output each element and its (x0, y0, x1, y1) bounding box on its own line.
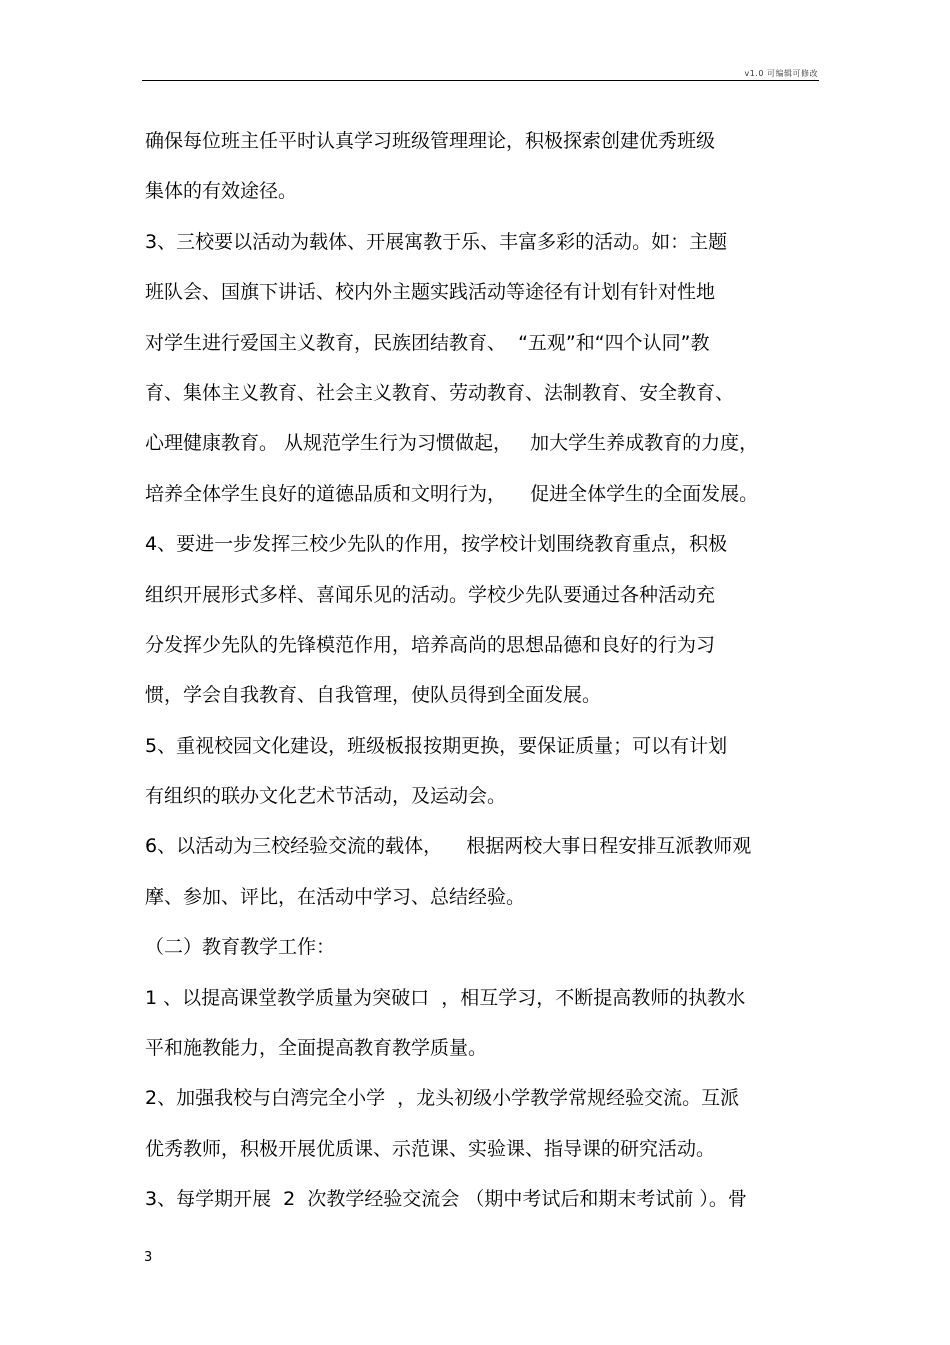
text-line: 优秀教师，积极开展优质课、示范课、实验课、指导课的研究活动。 (145, 1137, 716, 1160)
text-line: 育、集体主义教育、社会主义教育、劳动教育、法制教育、安全教育、 (145, 381, 735, 404)
section-heading: （二）教育教学工作： (145, 936, 336, 959)
text-line: 有组织的联办文化艺术节活动，及运动会。 (145, 785, 507, 808)
text-line: 4、要进一步发挥三校少先队的作用，按学校计划围绕教育重点，积极 (145, 533, 728, 556)
text-line: 3、每学期开展 2 次教学经验交流会 （期中考试后和期末考试前 ）。骨 (145, 1188, 747, 1211)
text-line: 5、重视校园文化建设，班级板报按期更换，要保证质量；可以有计划 (145, 734, 728, 757)
header-divider (142, 80, 819, 81)
text-line: 组织开展形式多样、喜闻乐见的活动。学校少先队要通过各种活动充 (145, 583, 716, 606)
text-line: 2、加强我校与白湾完全小学 ，龙头初级小学教学常规经验交流。互派 (145, 1087, 740, 1110)
text-line: 集体的有效途径。 (145, 180, 298, 203)
text-line: 平和施教能力，全面提高教育教学质量。 (145, 1037, 488, 1060)
text-line: 确保每位班主任平时认真学习班级管理理论，积极探索创建优秀班级 (145, 130, 716, 152)
text-line: 6、以活动为三校经验交流的载体， 根据两校大事日程安排互派教师观 (145, 835, 752, 858)
text-line: 分发挥少先队的先锋模范作用，培养高尚的思想品德和良好的行为习 (145, 633, 716, 656)
text-line: 摩、参加、评比，在活动中学习、总结经验。 (145, 885, 526, 908)
text-line: 心理健康教育。 从规范学生行为习惯做起， 加大学生养成教育的力度， (145, 432, 759, 455)
text-line: 对学生进行爱国主义教育，民族团结教育、 “五观”和“四个认同”教 (145, 331, 710, 354)
text-line: 3、三校要以活动为载体、开展寓教于乐、丰富多彩的活动。如：主题 (145, 230, 728, 253)
text-line: 班队会、国旗下讲话、校内外主题实践活动等途径有计划有针对性地 (145, 281, 716, 304)
text-line: 1 、以提高课堂教学质量为突破口 ，相互学习，不断提高教师的执教水 (145, 986, 746, 1009)
document-body (145, 121, 835, 1230)
text-line: 惯，学会自我教育、自我管理，使队员得到全面发展。 (145, 684, 602, 707)
text-line: 培养全体学生良好的道德品质和文明行为， 促进全体学生的全面发展。 (145, 482, 759, 505)
page-number: 3 (144, 1250, 153, 1265)
header-version-note: v1.0 可编辑可修改 (744, 69, 818, 78)
